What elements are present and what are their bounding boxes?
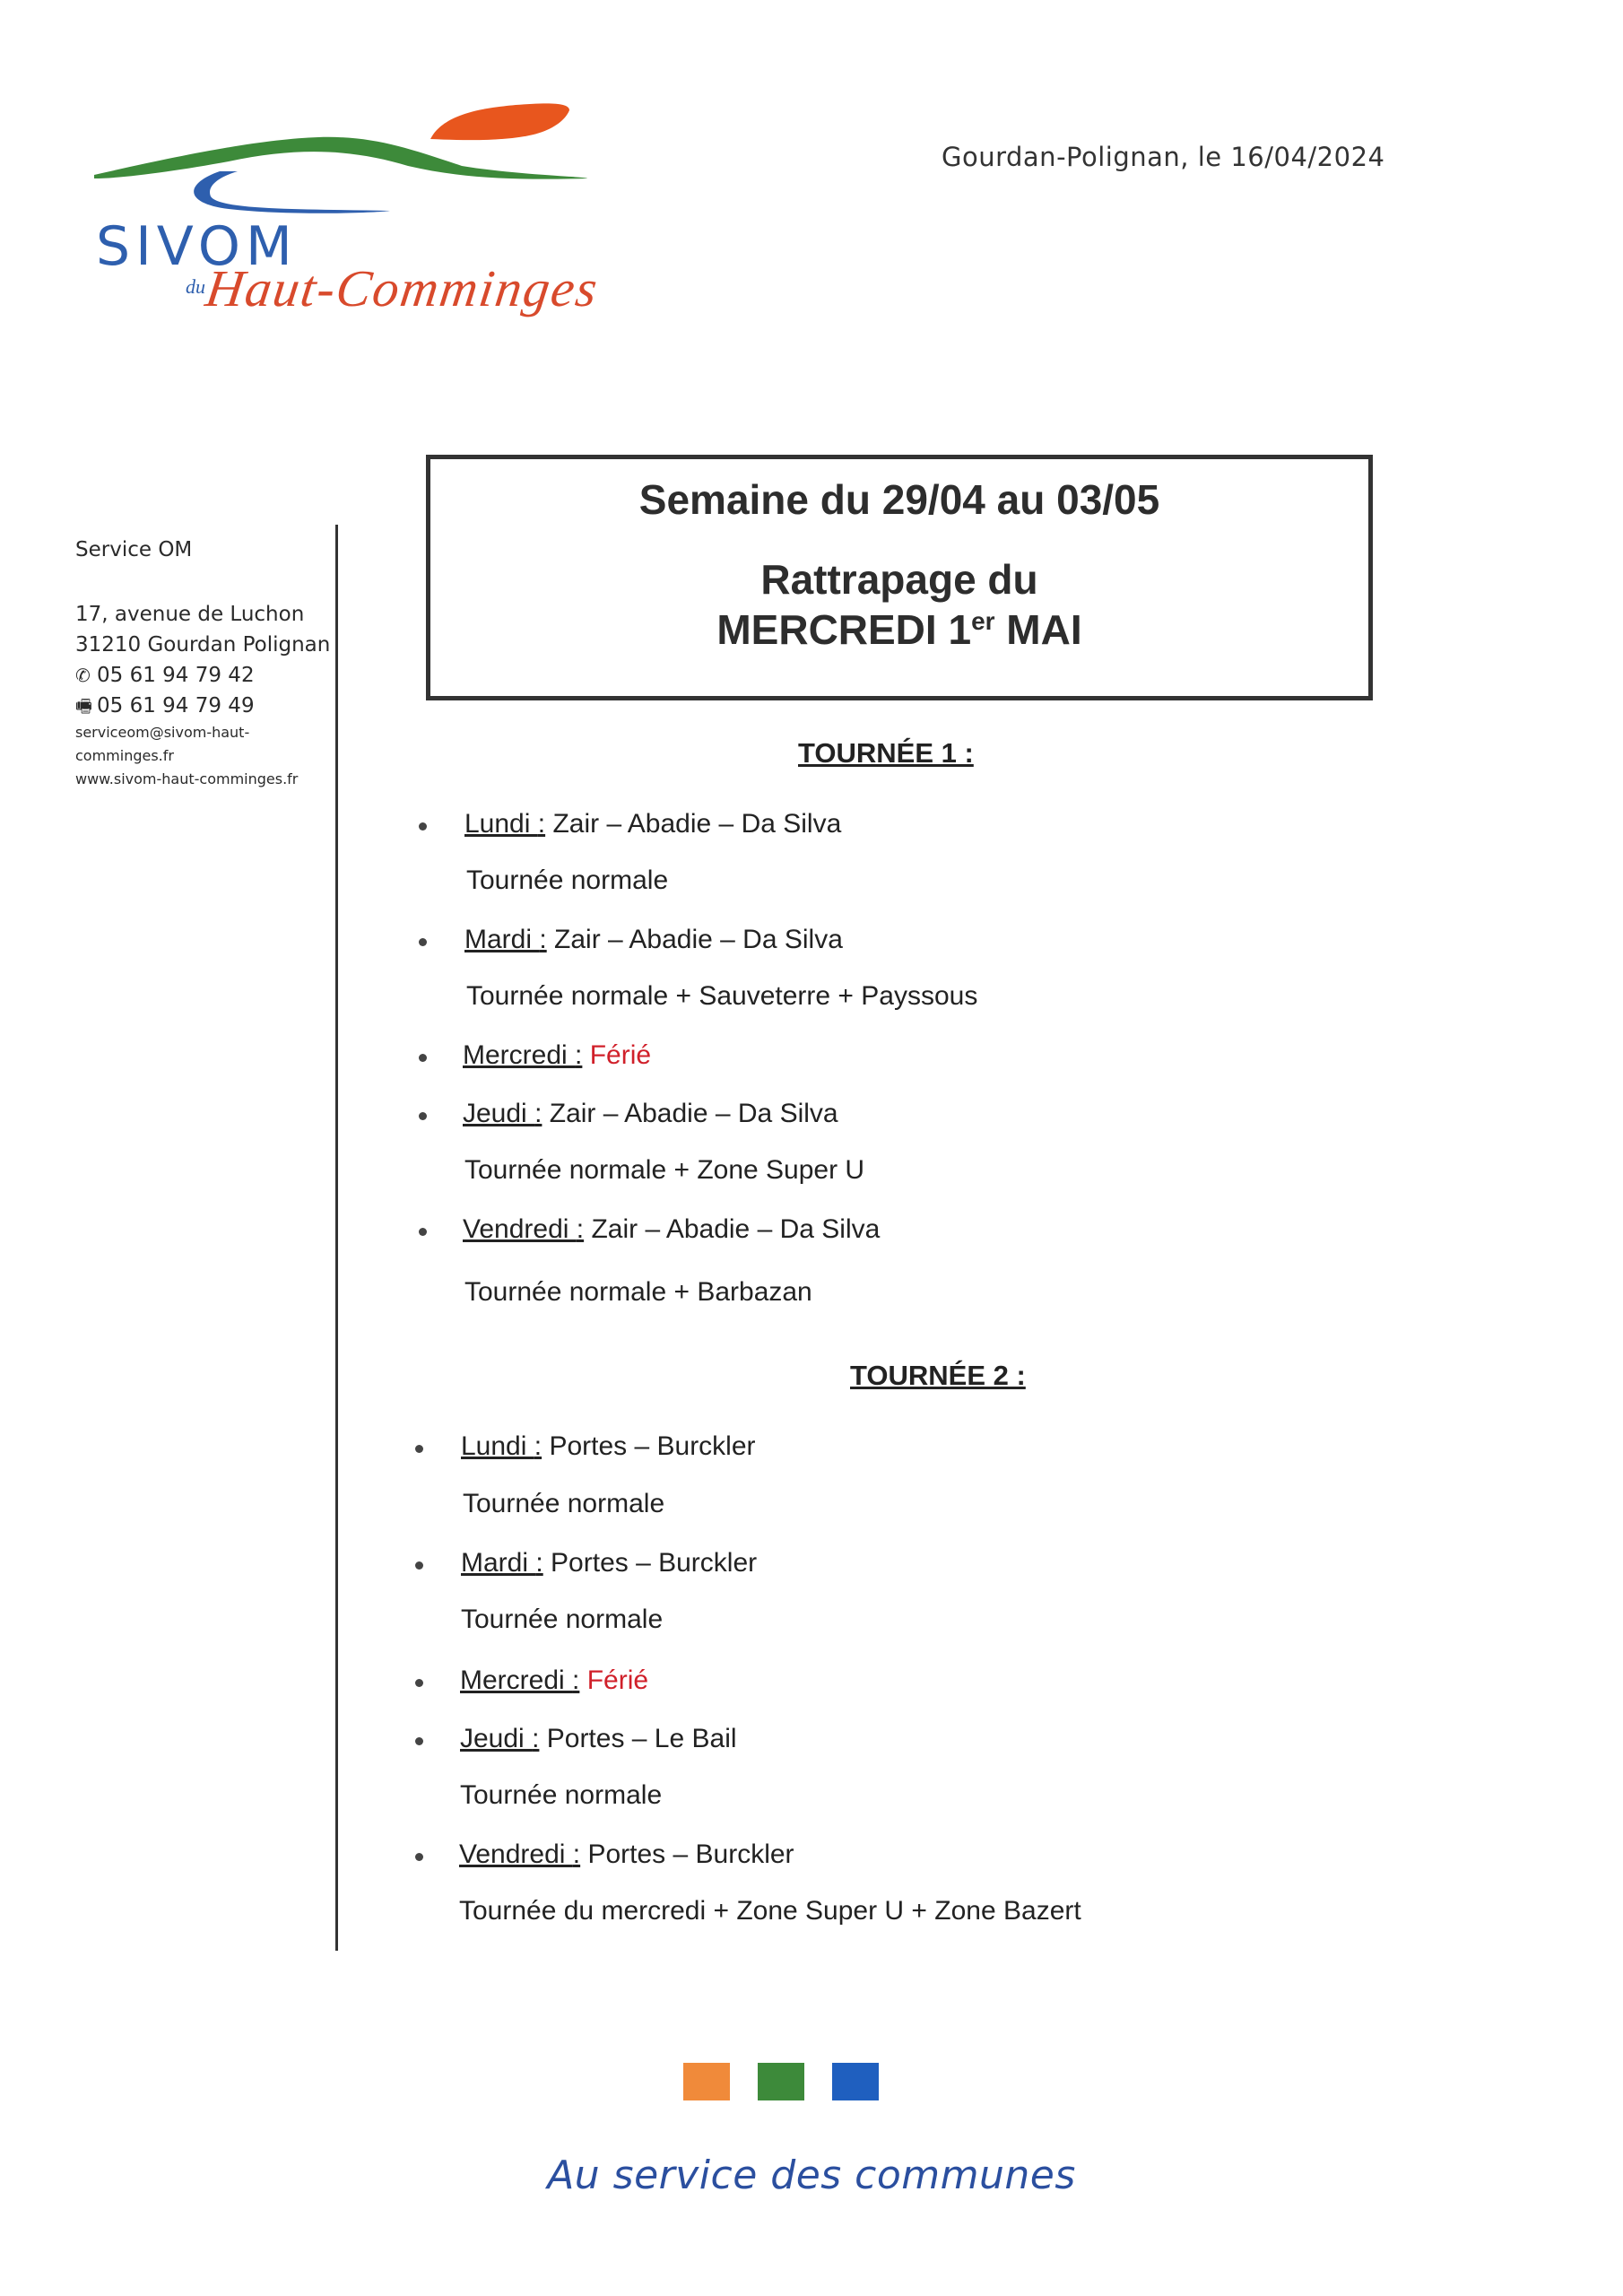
t2-mardi-day: Mardi : [461, 1548, 543, 1578]
t1-jeudi-crew: Zair – Abadie – Da Silva [549, 1099, 838, 1128]
sidebar-divider [335, 525, 338, 1951]
website-link[interactable]: www.sivom-haut-comminges.fr [75, 770, 299, 787]
contact-sidebar [75, 538, 335, 791]
t2-jeudi-crew: Portes – Le Bail [546, 1724, 737, 1753]
logo-sivom-text: SIVOM [96, 215, 298, 278]
fax-icon: 🖷 [75, 695, 92, 717]
t1-vendredi-entry [463, 1214, 880, 1245]
bullet-icon [415, 1737, 423, 1745]
t2-mardi-note: Tournée normale [461, 1605, 664, 1634]
address-line-1: 17, avenue de Luchon [75, 603, 305, 626]
t2-mercredi-status: Férié [586, 1665, 649, 1695]
t1-lundi-crew: Zair – Abadie – Da Silva [552, 809, 842, 839]
t2-vendredi-day: Vendredi : [459, 1839, 581, 1869]
bullet-icon [415, 1853, 423, 1861]
t1-mardi-day: Mardi : [464, 925, 547, 954]
t2-lundi-crew: Portes – Burckler [549, 1431, 756, 1461]
fax-number: 05 61 94 79 49 [97, 694, 255, 718]
tournee-1-title: TOURNÉE 1 : [798, 737, 974, 769]
fax-line [75, 691, 335, 721]
bullet-icon [415, 1679, 423, 1687]
t1-lundi-entry [464, 809, 841, 839]
t1-vendredi-day: Vendredi : [463, 1214, 585, 1244]
t2-mercredi-day: Mercredi : [460, 1665, 580, 1695]
email-line-1[interactable]: serviceom@sivom-haut- [75, 724, 250, 741]
t1-vendredi-note: Tournée normale + Barbazan [464, 1277, 812, 1307]
t2-lundi-entry [461, 1431, 756, 1462]
t1-lundi-note: Tournée normale [466, 865, 669, 895]
phone-number: 05 61 94 79 42 [97, 664, 255, 687]
t1-mercredi-status: Férié [589, 1040, 652, 1070]
t2-mercredi-entry [460, 1665, 648, 1696]
t1-mardi-note: Tournée normale + Sauveterre + Payssous [466, 981, 978, 1011]
heading-box [426, 455, 1373, 700]
t2-vendredi-crew: Portes – Burckler [587, 1839, 794, 1869]
footer-motto: Au service des communes [547, 2152, 1076, 2198]
bullet-icon [419, 938, 427, 946]
t2-lundi-day: Lundi : [461, 1431, 542, 1461]
tournee-2-title: TOURNÉE 2 : [850, 1360, 1026, 1391]
bullet-icon [415, 1561, 423, 1570]
t2-mardi-entry [461, 1548, 757, 1578]
t1-mercredi-day: Mercredi : [463, 1040, 583, 1070]
bullet-icon [419, 1228, 427, 1236]
holiday-title-sup: er [971, 607, 995, 635]
t2-jeudi-note: Tournée normale [460, 1780, 663, 1810]
bullet-icon [419, 1054, 427, 1062]
email-line-2[interactable]: comminges.fr [75, 747, 174, 764]
bullet-icon [415, 1445, 423, 1453]
footer-square-orange [683, 2063, 730, 2100]
holiday-title-prefix: MERCREDI 1 [716, 606, 972, 653]
footer-square-blue [832, 2063, 879, 2100]
week-title: Semaine du 29/04 au 03/05 [638, 476, 1160, 523]
holiday-title [430, 604, 1368, 655]
t2-vendredi-entry [459, 1839, 794, 1870]
logo-subtitle-text: Haut-Comminges [202, 259, 603, 317]
t1-jeudi-day: Jeudi : [463, 1099, 542, 1128]
t2-jeudi-entry [460, 1724, 737, 1754]
t2-mardi-crew: Portes – Burckler [551, 1548, 758, 1578]
holiday-title-suffix: MAI [994, 606, 1082, 653]
t2-jeudi-day: Jeudi : [460, 1724, 540, 1753]
phone-icon: ✆ [75, 665, 91, 686]
service-label: Service OM [75, 538, 193, 561]
t2-vendredi-note: Tournée du mercredi + Zone Super U + Zone Bazert [459, 1896, 1081, 1926]
footer-square-green [758, 2063, 804, 2100]
address-line-2: 31210 Gourdan Polignan [75, 633, 331, 657]
bullet-icon [419, 822, 427, 831]
logo-du-text: du [186, 275, 205, 298]
t2-lundi-note: Tournée normale [463, 1489, 665, 1518]
t1-vendredi-crew: Zair – Abadie – Da Silva [591, 1214, 881, 1244]
letter-date: Gourdan-Polignan, le 16/04/2024 [942, 142, 1385, 172]
t1-mardi-entry [464, 925, 843, 955]
t1-mercredi-entry [463, 1040, 651, 1071]
bullet-icon [419, 1112, 427, 1120]
phone-line [75, 660, 335, 691]
catchup-title: Rattrapage du [760, 556, 1038, 603]
t1-lundi-day: Lundi : [464, 809, 546, 839]
sivom-logo [85, 85, 659, 336]
t1-jeudi-entry [463, 1099, 838, 1129]
t1-mardi-crew: Zair – Abadie – Da Silva [554, 925, 843, 954]
t1-jeudi-note: Tournée normale + Zone Super U [464, 1155, 865, 1185]
